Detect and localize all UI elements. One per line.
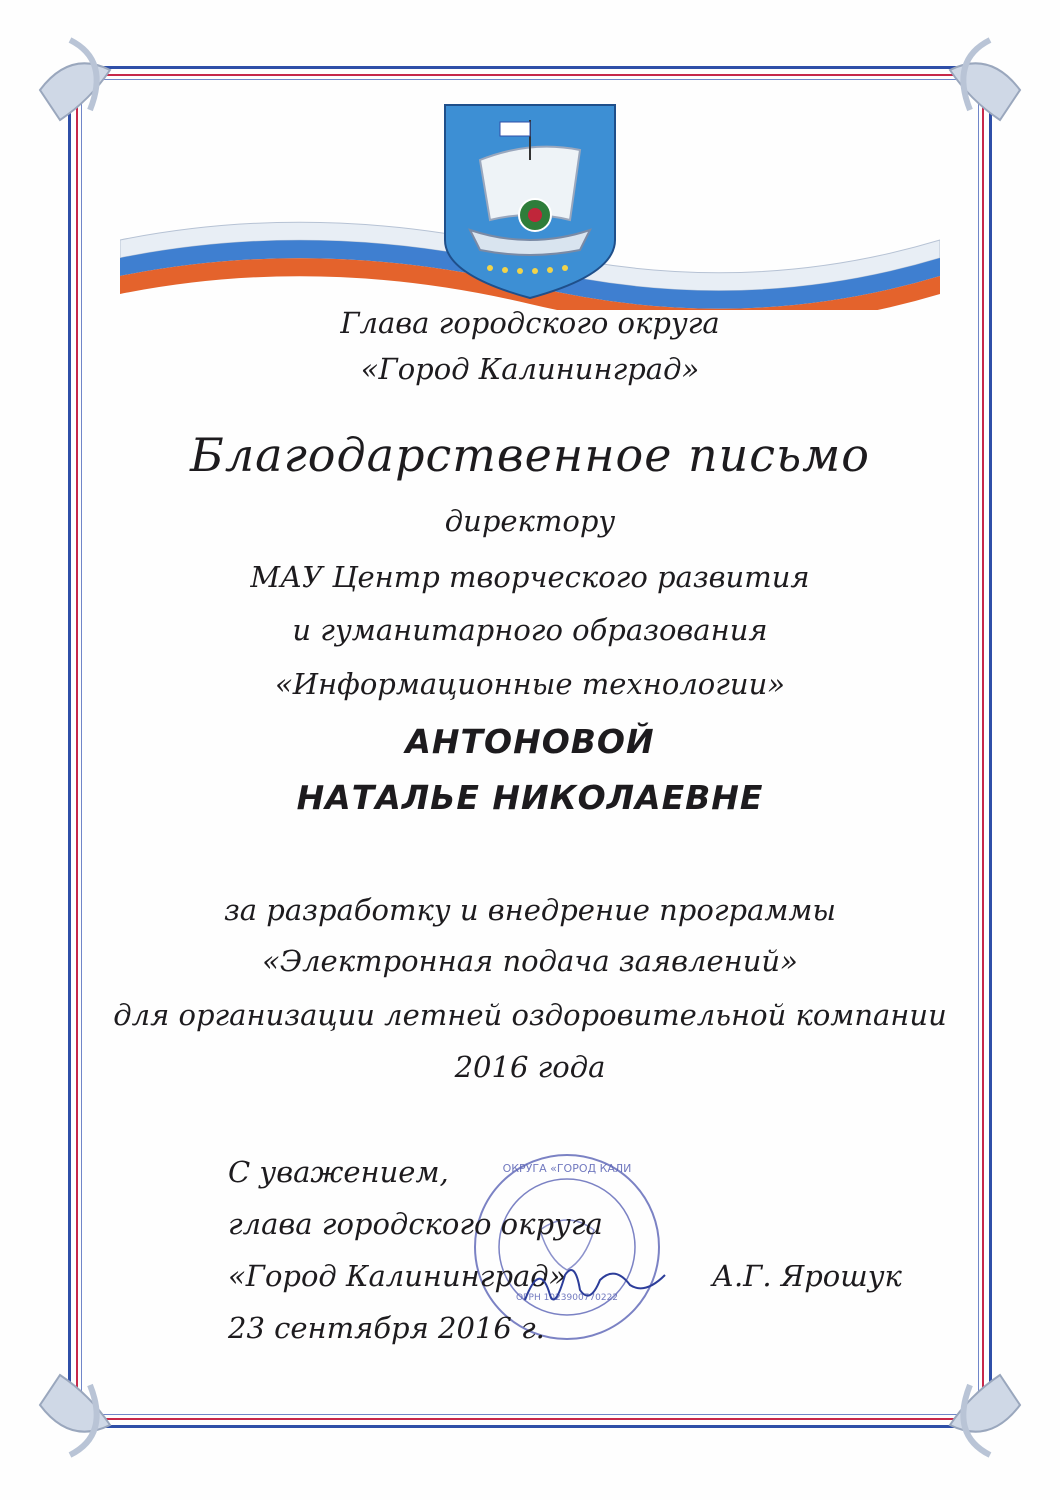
corner-ornament-top-right bbox=[910, 30, 1030, 150]
signer-name: А.Г. Ярошук bbox=[712, 1259, 902, 1293]
recipient-org-line-1: МАУ Центр творческого развития bbox=[250, 560, 810, 594]
kaliningrad-coat-of-arms-icon bbox=[440, 100, 620, 300]
closing-greeting: С уважением, bbox=[228, 1155, 449, 1189]
reason-line-1: за разработку и внедрение программы bbox=[223, 893, 837, 927]
letter-title: Благодарственное письмо bbox=[190, 428, 870, 482]
reason-line-2: «Электронная подача заявлений» bbox=[262, 944, 798, 978]
svg-text:ОКРУГА «ГОРОД КАЛИ: ОКРУГА «ГОРОД КАЛИ bbox=[502, 1162, 632, 1175]
reason-line-3: для организации летней оздоровительной компании bbox=[113, 998, 947, 1032]
header-line-1: Глава городского округа bbox=[340, 306, 720, 340]
recipient-org-line-3: «Информационные технологии» bbox=[274, 667, 786, 701]
handwritten-signature bbox=[520, 1255, 670, 1315]
recipient-org-line-2: и гуманитарного образования bbox=[292, 613, 768, 647]
recipient-surname: АНТОНОВОЙ bbox=[405, 722, 655, 761]
svg-text:ОГРН 1023900770222: ОГРН 1023900770222 bbox=[515, 1293, 619, 1303]
letter-date: 23 сентября 2016 г. bbox=[228, 1311, 545, 1345]
recipient-position: директору bbox=[444, 504, 616, 538]
reason-line-4: 2016 года bbox=[454, 1050, 606, 1084]
corner-ornament-bottom-right bbox=[910, 1345, 1030, 1465]
signer-role-line-2: «Город Калининград» bbox=[228, 1259, 567, 1293]
signer-role-line-1: глава городского округа bbox=[228, 1207, 603, 1241]
corner-ornament-top-left bbox=[30, 30, 150, 150]
corner-ornament-bottom-left bbox=[30, 1345, 150, 1465]
recipient-given-names: НАТАЛЬЕ НИКОЛАЕВНЕ bbox=[296, 778, 764, 817]
header-line-2: «Город Калининград» bbox=[360, 352, 700, 386]
